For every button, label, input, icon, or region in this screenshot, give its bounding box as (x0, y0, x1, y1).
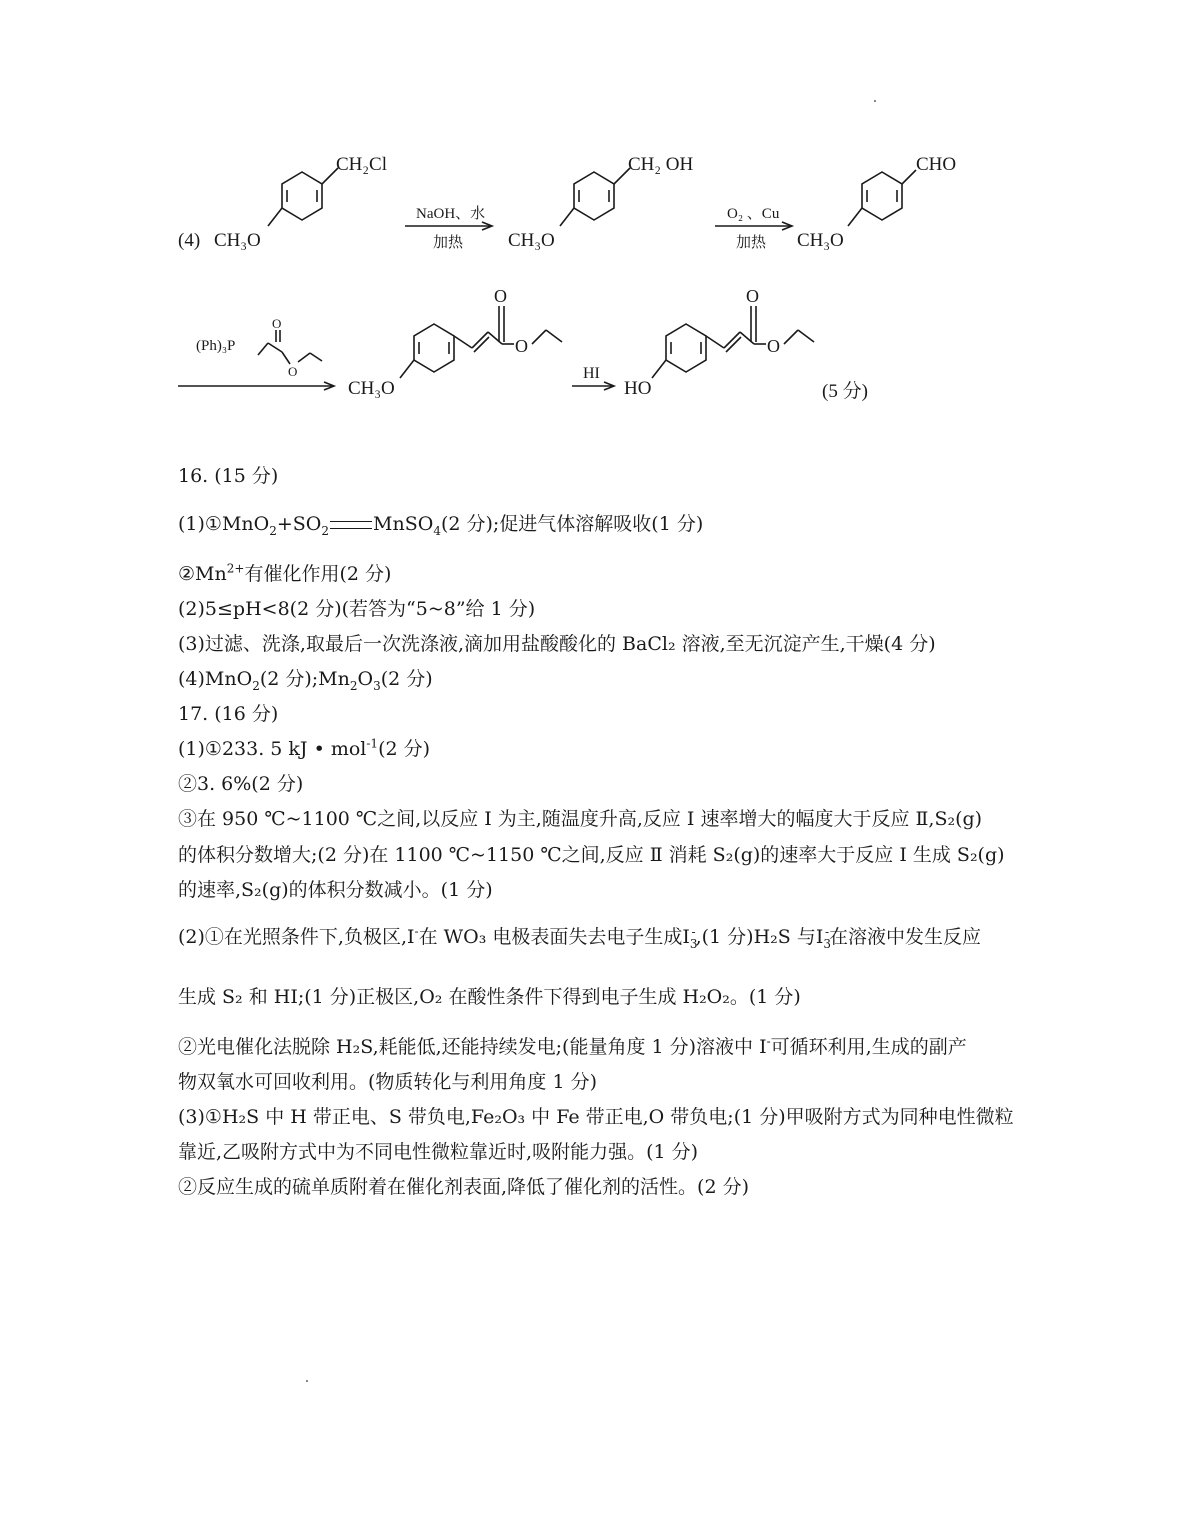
scan-speck (874, 100, 876, 102)
och3-label-2: CH₃O (508, 230, 555, 251)
q17-part1a-score: (2 分) (378, 738, 431, 760)
q17-2a-seg4: 在溶液中发生反应 (829, 926, 982, 948)
q17-2a-seg3: ,(1 分)H₂S 与I (695, 926, 824, 948)
q17-part2a-line2: 生成 S₂ 和 HI;(1 分)正极区,O₂ 在酸性条件下得到电子生成 H₂O₂。(1 分) (178, 986, 801, 1008)
carbonyl-o-4: O (494, 286, 507, 306)
ester-o-5: O (767, 336, 780, 356)
carbonyl-o-5: O (746, 286, 759, 306)
benzene-ring-1 (268, 168, 338, 226)
q16-part1-line2 (178, 562, 391, 586)
q17-part1c-line1: ③在 950 ℃~1100 ℃之间,以反应 Ⅰ 为主,随温度升高,反应 Ⅰ 速率增大的幅度大于反应 Ⅱ,S₂(g) (178, 808, 983, 830)
q16-part1-line1: $(1)①MnO_2+SO_2$ MnSO$_4$(2 分);促进气体溶解吸收(1 分) (178, 513, 704, 538)
q16-part2: (2)5≤pH<8(2 分)(若答为“5~8”给 1 分) (178, 598, 536, 620)
q16-mn-charge: 2+ (226, 561, 245, 576)
q16-heading: 16. (15 分) (178, 465, 279, 487)
scheme-score: (5 分) (822, 381, 868, 402)
q17-part2b-line1: ②光电催化法脱除 H₂S,耗能低,还能持续发电;(能量角度 1 分)溶液中 I-可循环利用,生成的副产 (178, 1034, 967, 1058)
ester-o-4: O (515, 336, 528, 356)
q16-part4-c: O (357, 668, 374, 690)
reagent-hi: HI (583, 365, 600, 382)
q17-part1c-line3: 的速率,S₂(g)的体积分数减小。(1 分) (178, 879, 493, 901)
q16-eq-left: (1)①MnO (178, 513, 270, 535)
q16-part4-d: (2 分) (380, 668, 433, 690)
q17-part2a-line1: (2)①在光照条件下,负极区,I-在 WO₃ 电极表面失去电子生成$I_3^-,(1$ 分)H₂S 与$I_3^-$在溶液中发生反应 (178, 924, 982, 951)
q16-eq-mid: +SO (276, 513, 322, 535)
reagent-step2-top: O₂ 、Cu (727, 206, 780, 222)
q16-part4-a: (4)MnO (178, 668, 253, 690)
equals-sign (330, 521, 372, 529)
ylide-carbonyl-o: O (272, 316, 282, 331)
q17-2b-seg2: 可循环利用,生成的副产 (770, 1036, 967, 1058)
ylide-ph3p-label: (Ph)₃P (196, 338, 236, 354)
q16-mn-label: ②Mn (178, 563, 227, 585)
ho-label: HO (624, 378, 652, 399)
ch2cl-label: CH₂Cl (336, 154, 387, 175)
q16-part4-b: (2 分);Mn (259, 668, 350, 690)
q17-part1b: ②3. 6%(2 分) (178, 773, 304, 795)
cho-label: CHO (916, 154, 957, 175)
q16-mn-tail: 有催化作用(2 分) (244, 563, 392, 585)
q17-2a-seg2: 在 WO₃ 电极表面失去电子生成I (418, 926, 690, 948)
ch2oh-label: CH₂ OH (628, 154, 694, 175)
ylide-reagent (258, 330, 322, 364)
q17-part3a-line1: (3)①H₂S 中 H 带正电、S 带负电,Fe₂O₃ 中 Fe 带正电,O 带负电;(1 分)甲吸附方式为同种电性微粒 (178, 1106, 1014, 1128)
benzene-ring-2 (560, 168, 630, 226)
och3-label-3: CH₃O (797, 230, 844, 251)
reagent-step1-top: NaOH、水 (416, 206, 486, 222)
synthesis-scheme (0, 0, 1200, 430)
q16-eq-right: MnSO (373, 513, 434, 535)
q17-2a-seg1: (2)①在光照条件下,负极区,I (178, 926, 415, 948)
q17-heading: 17. (16 分) (178, 703, 279, 725)
scan-speck (306, 1380, 308, 1382)
benzene-ring-5 (652, 306, 814, 378)
q16-part4: (4)MnO$_2$(2 分)$;Mn_2O_3(2$ 分) (178, 668, 433, 693)
q17-part1a-value: (1)①233. 5 kJ • mol (178, 738, 367, 760)
q17-part3a-line2: 靠近,乙吸附方式中为不同电性微粒靠近时,吸附能力强。(1 分) (178, 1141, 699, 1163)
reagent-step1-bottom: 加热 (433, 235, 464, 251)
och3-label-4: CH₃O (348, 378, 395, 399)
benzene-ring-4 (400, 306, 562, 378)
q16-part1-tail: (2 分);促进气体溶解吸收(1 分) (440, 513, 704, 535)
q17-part1c-line2: 的体积分数增大;(2 分)在 1100 ℃~1150 ℃之间,反应 Ⅱ 消耗 S₂(g)的速率大于反应 Ⅰ 生成 S₂(g) (178, 844, 1005, 866)
benzene-ring-3 (848, 170, 916, 226)
q17-2b-seg1: ②光电催化法脱除 H₂S,耗能低,还能持续发电;(能量角度 1 分)溶液中 I (178, 1036, 767, 1058)
part-label: (4) (178, 230, 201, 251)
q17-part3b: ②反应生成的硫单质附着在催化剂表面,降低了催化剂的活性。(2 分) (178, 1176, 749, 1198)
ylide-ester-o: O (288, 364, 298, 379)
q17-part1a-exp: -1 (366, 736, 379, 751)
reagent-step2-bottom: 加热 (736, 235, 767, 251)
q16-part3: (3)过滤、洗涤,取最后一次洗涤液,滴加用盐酸酸化的 BaCl₂ 溶液,至无沉淀产生,干燥(4 分) (178, 633, 936, 655)
och3-label-1: CH₃O (214, 230, 261, 251)
q17-part2b-line2: 物双氧水可回收利用。(物质转化与利用角度 1 分) (178, 1071, 597, 1093)
q17-part1a (178, 737, 430, 761)
